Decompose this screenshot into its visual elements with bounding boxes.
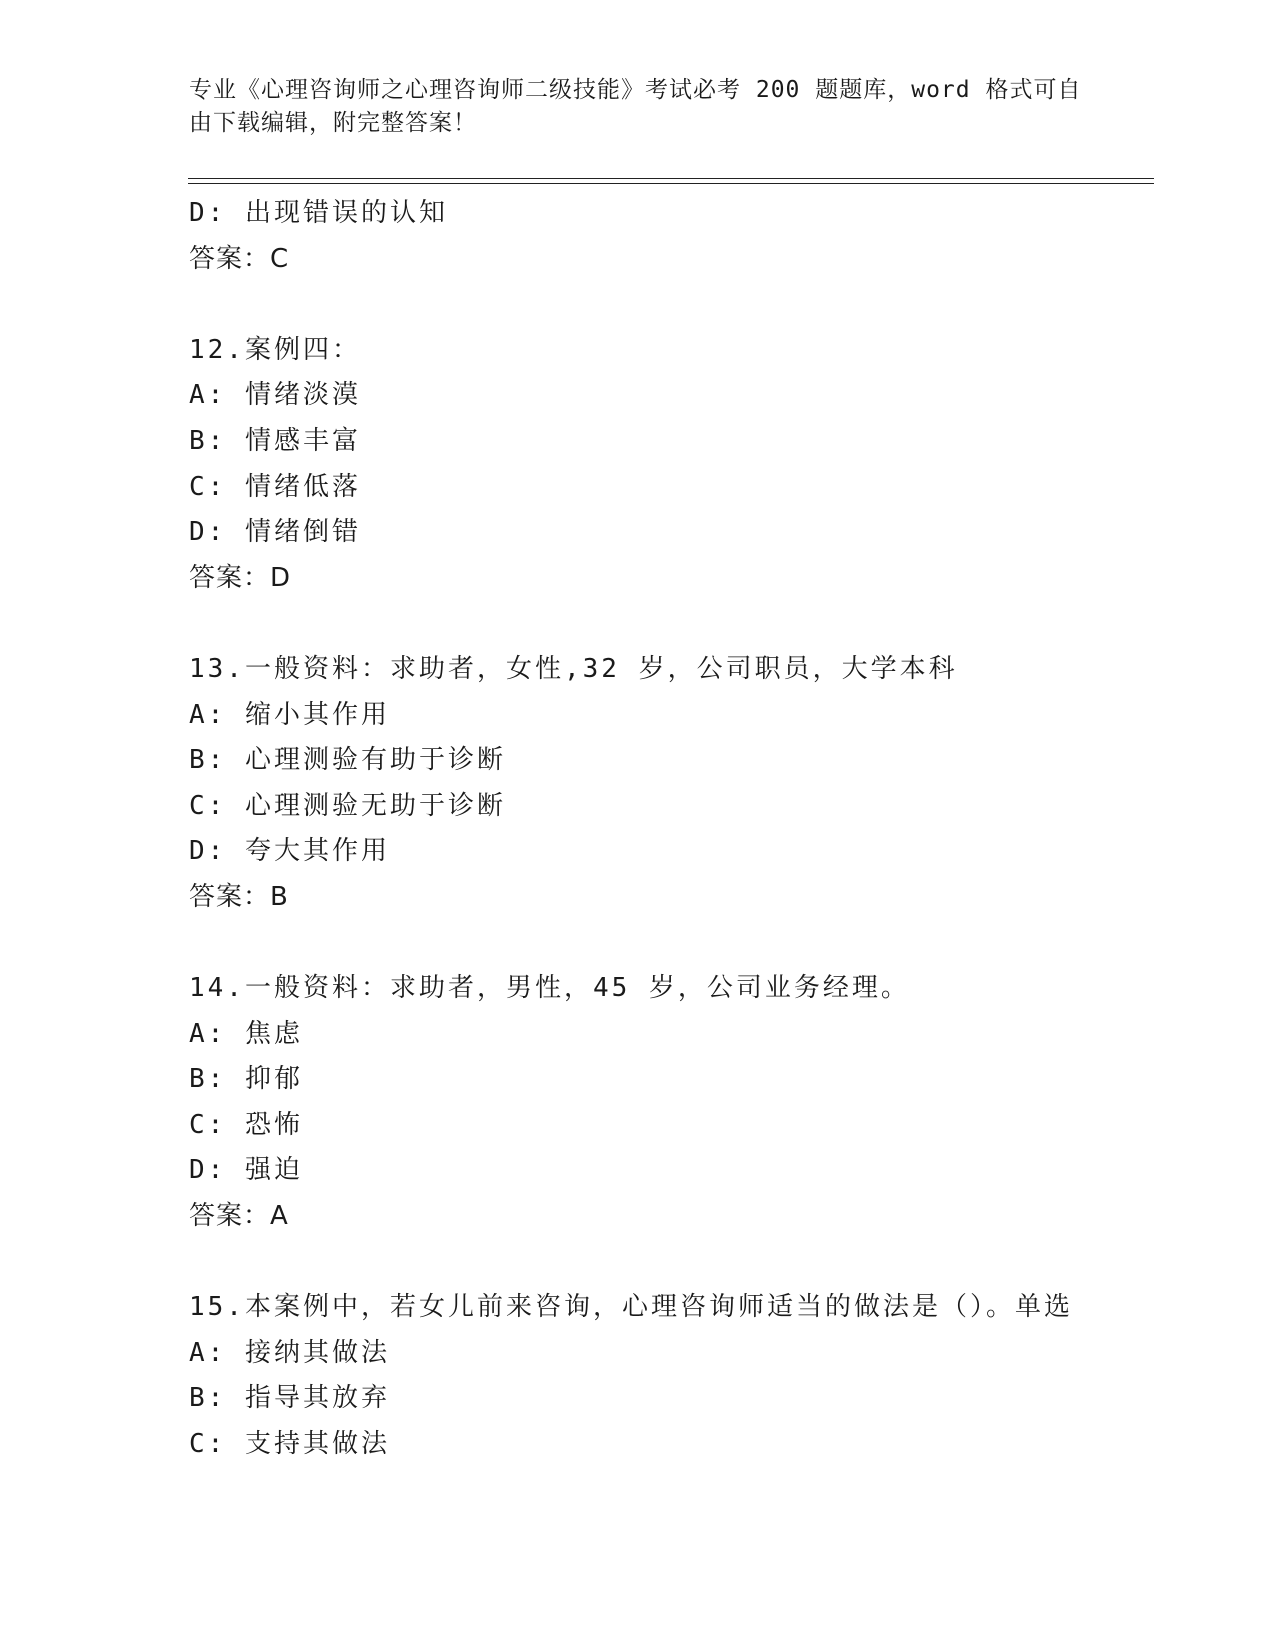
option-d: D: 出现错误的认知 — [189, 198, 448, 228]
answer-line: 答案：B — [189, 881, 289, 912]
question-12 — [189, 328, 1149, 602]
option-b: B: 抑郁 — [189, 1064, 303, 1095]
question-15 — [189, 1285, 1149, 1467]
option-d: D: 情绪倒错 — [189, 517, 361, 548]
question-stem: 13.一般资料：求助者，女性,32 岁，公司职员，大学本科 — [189, 653, 958, 684]
question-13 — [189, 647, 1149, 921]
answer-line: 答案：D — [189, 562, 292, 593]
option-b: B: 指导其放弃 — [189, 1383, 390, 1414]
question-fragment — [189, 191, 1149, 282]
option-c: C: 情绪低落 — [189, 471, 361, 502]
header-line-2: 由下载编辑，附完整答案！ — [189, 110, 477, 136]
option-a: A: 情绪淡漠 — [189, 380, 361, 411]
option-d: D: 强迫 — [189, 1155, 303, 1186]
option-c: C: 心理测验无助于诊断 — [189, 790, 506, 821]
option-c: C: 恐怖 — [189, 1109, 303, 1140]
header-divider-bottom — [188, 183, 1154, 184]
document-header — [189, 74, 1089, 140]
question-stem: 14.一般资料：求助者，男性，45 岁，公司业务经理。 — [189, 973, 910, 1004]
option-a: A: 焦虑 — [189, 1018, 303, 1049]
answer-line: 答案：C — [189, 243, 290, 274]
header-line-1: 专业《心理咨询师之心理咨询师二级技能》考试必考 200 题题库，word 格式可自 — [189, 77, 1082, 103]
spacer — [189, 282, 1149, 328]
question-list — [189, 191, 1149, 1468]
answer-line: 答案：A — [189, 1201, 289, 1232]
spacer — [189, 921, 1149, 967]
question-stem: 15.本案例中，若女儿前来咨询，心理咨询师适当的做法是（）。单选 — [189, 1292, 1073, 1323]
spacer — [189, 601, 1149, 647]
option-a: A: 接纳其做法 — [189, 1337, 390, 1368]
option-a: A: 缩小其作用 — [189, 699, 390, 730]
option-c: C: 支持其做法 — [189, 1429, 390, 1460]
spacer — [189, 1240, 1149, 1286]
option-b: B: 心理测验有助于诊断 — [189, 745, 506, 776]
question-stem: 12.案例四： — [189, 334, 361, 365]
option-b: B: 情感丰富 — [189, 425, 361, 456]
option-d: D: 夸大其作用 — [189, 836, 390, 867]
question-14 — [189, 966, 1149, 1240]
header-divider-top — [188, 178, 1154, 179]
